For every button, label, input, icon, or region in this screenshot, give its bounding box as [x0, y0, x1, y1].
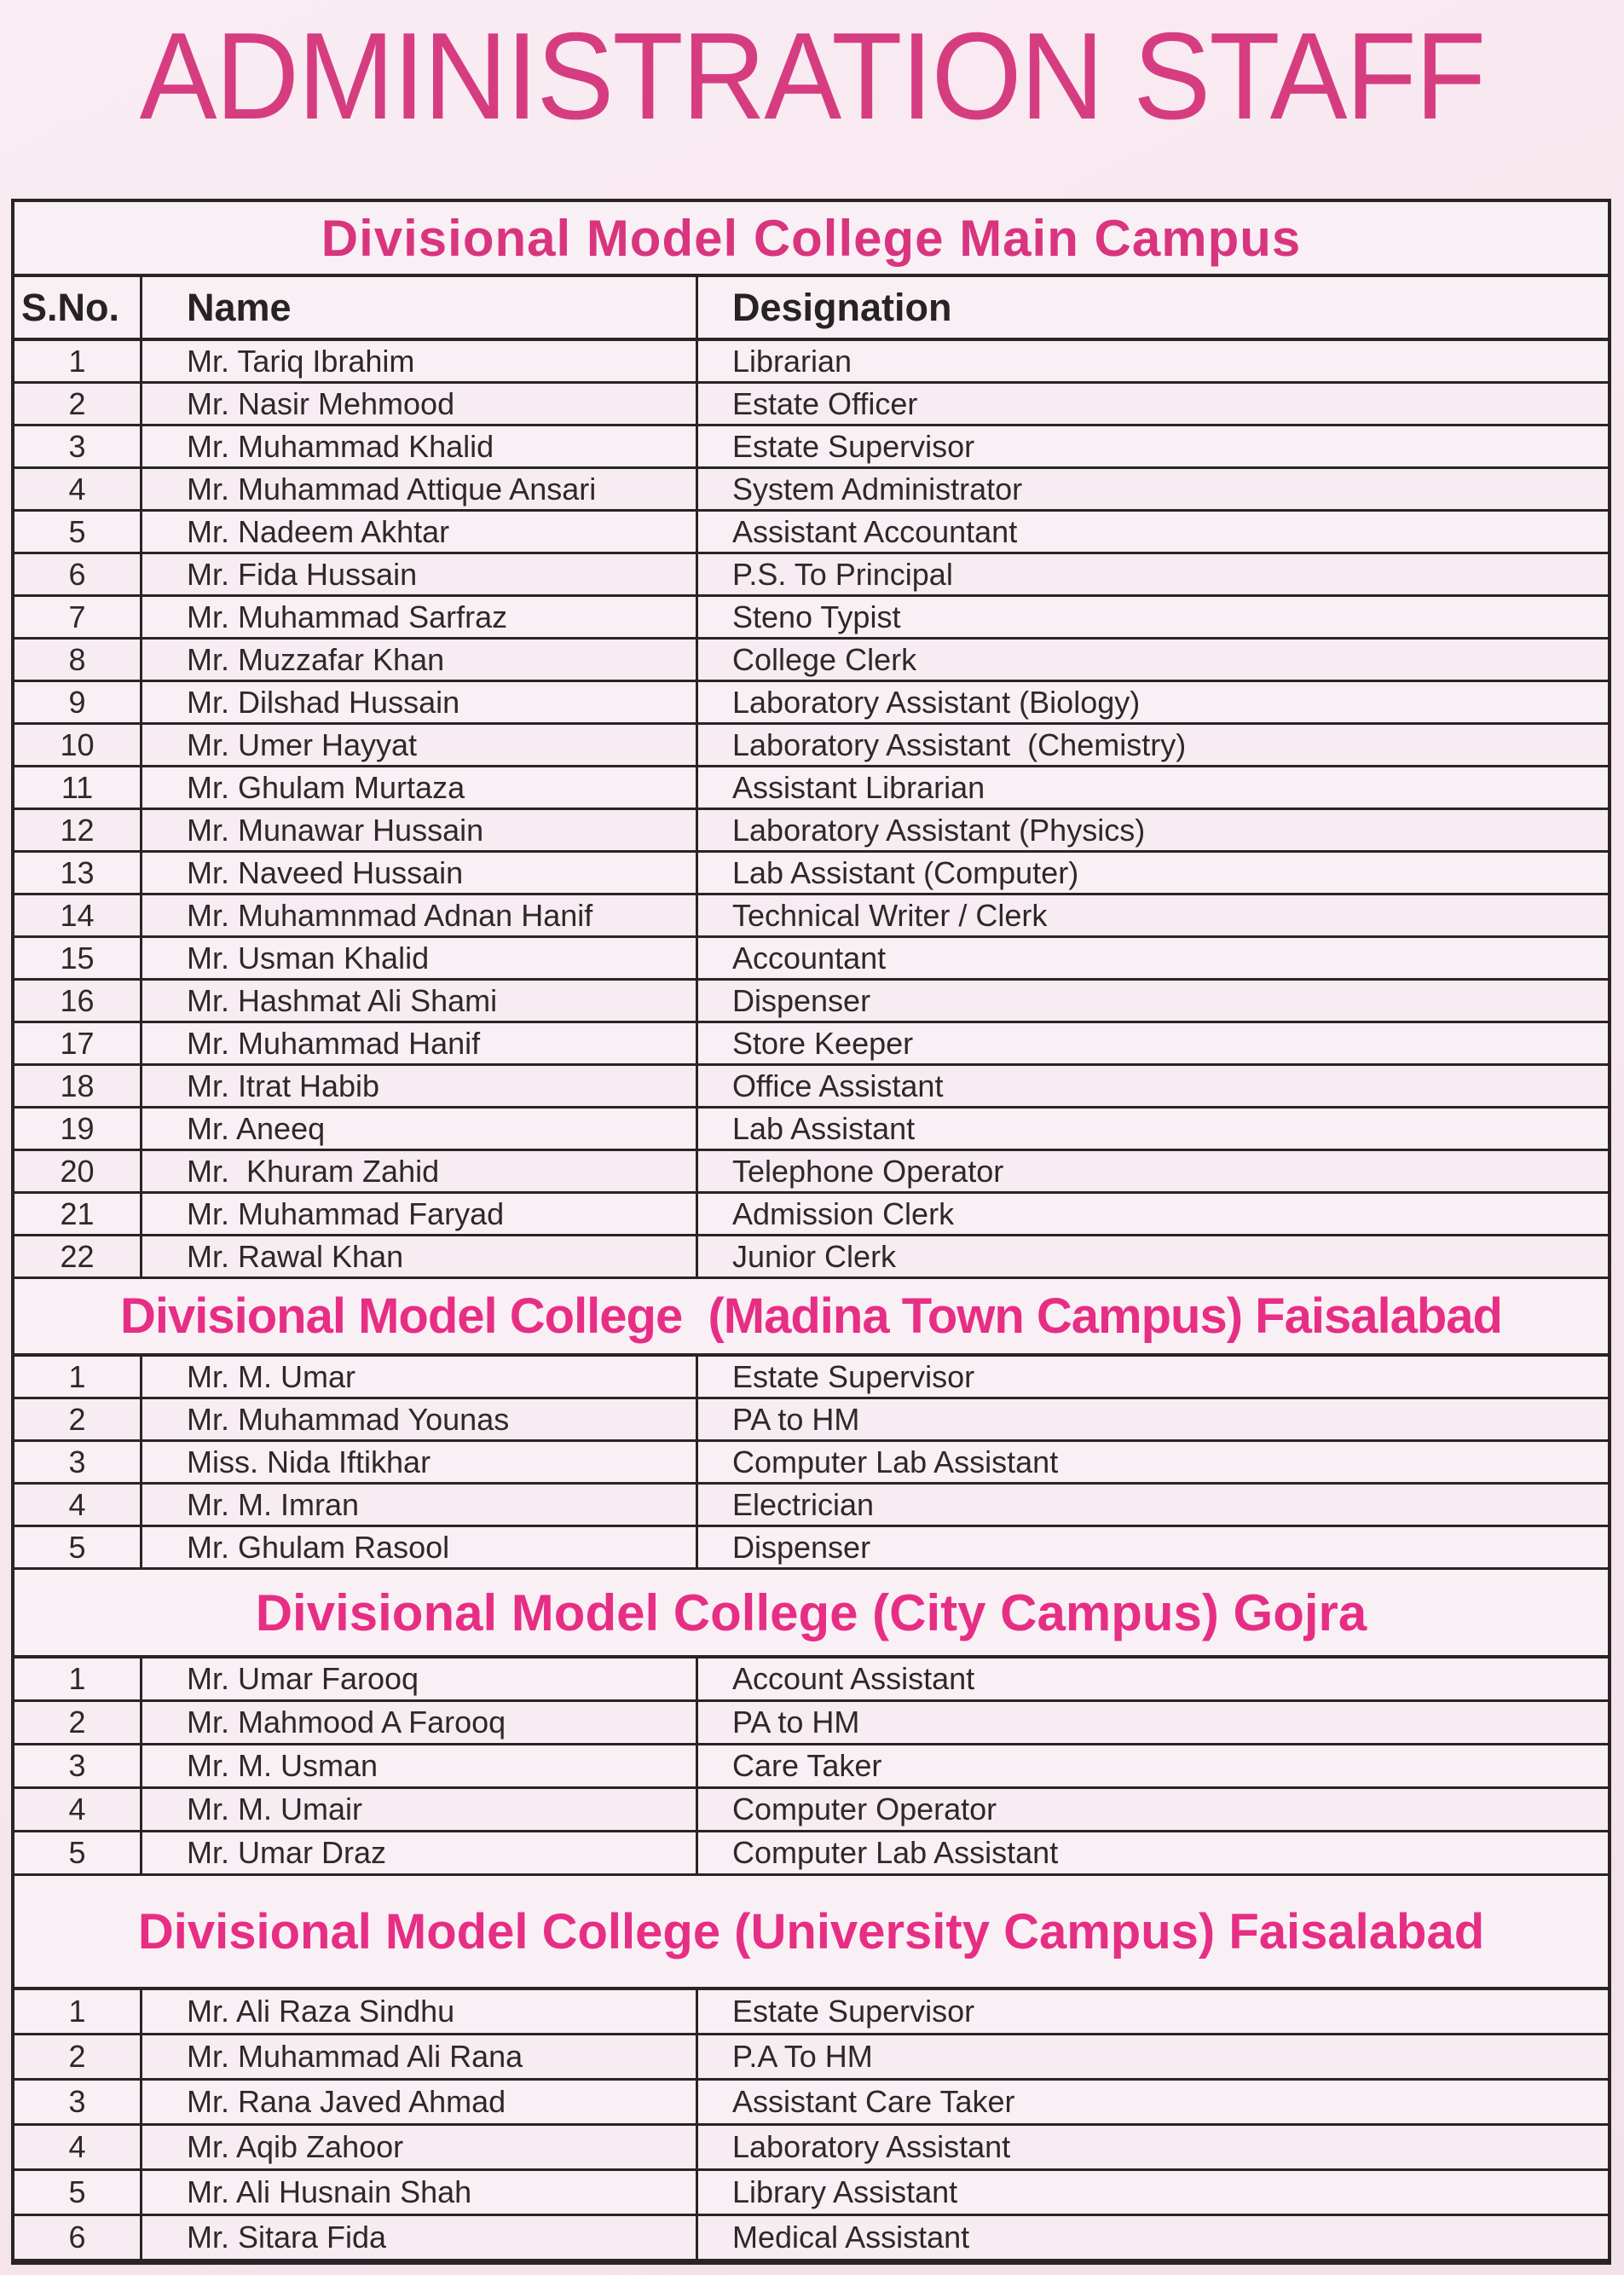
designation-cell: Lab Assistant (Computer)	[732, 854, 1079, 890]
table-row	[14, 640, 1608, 682]
name-cell: Mr. Ali Raza Sindhu	[142, 1990, 698, 2033]
column-header-sno: S.No.	[14, 277, 142, 338]
sno-cell: 3	[14, 2081, 142, 2123]
table-row	[14, 1357, 1608, 1399]
sno-cell: 7	[14, 597, 142, 637]
sno-cell: 5	[14, 1832, 142, 1873]
designation-cell: Account Assistant	[732, 1661, 975, 1696]
name-cell: Mr. M. Umair	[142, 1789, 698, 1830]
name-cell: Mr. Ghulam Rasool	[142, 1527, 698, 1567]
designation-cell: Estate Officer	[732, 385, 918, 421]
name-cell: Mr. Nadeem Akhtar	[142, 512, 698, 552]
sno-cell: 1	[14, 1658, 142, 1699]
table-row	[14, 1399, 1608, 1442]
designation-cell: Computer Operator	[732, 1792, 997, 1826]
sno-cell: 19	[14, 1109, 142, 1149]
designation-cell: Computer Lab Assistant	[732, 1835, 1059, 1870]
staff-table	[11, 199, 1611, 2265]
name-cell: Mr. M. Usman	[142, 1745, 698, 1786]
designation-cell: System Administrator	[732, 471, 1023, 507]
designation-cell: Computer Lab Assistant	[732, 1444, 1059, 1479]
table-row	[14, 1442, 1608, 1485]
table-row	[14, 1702, 1608, 1745]
table-row	[14, 384, 1608, 426]
designation-cell: Care Taker	[732, 1748, 882, 1783]
designation-cell: Laboratory Assistant (Physics)	[732, 812, 1146, 848]
designation-cell: P.A To HM	[732, 2039, 873, 2074]
sno-cell: 15	[14, 938, 142, 978]
designation-cell: Technical Writer / Clerk	[732, 897, 1048, 933]
sno-cell: 17	[14, 1023, 142, 1063]
designation-cell: Estate Supervisor	[732, 1994, 975, 2029]
name-cell: Mr. Itrat Habib	[142, 1066, 698, 1106]
table-row	[14, 341, 1608, 384]
name-cell: Mr. Fida Hussain	[142, 554, 698, 594]
designation-cell: Junior Clerk	[732, 1238, 897, 1274]
designation-cell: Admission Clerk	[732, 1195, 955, 1231]
name-cell: Mr. Muhammad Hanif	[142, 1023, 698, 1063]
designation-cell: Laboratory Assistant	[732, 2129, 1011, 2164]
designation-cell: Steno Typist	[732, 599, 901, 634]
designation-cell: Accountant	[732, 940, 887, 975]
sno-cell: 4	[14, 1789, 142, 1830]
name-cell: Mr. Ghulam Murtaza	[142, 767, 698, 808]
designation-cell: Telephone Operator	[732, 1153, 1004, 1189]
sno-cell: 4	[14, 469, 142, 509]
column-header-row	[14, 277, 1608, 341]
section-rows	[14, 341, 1608, 1279]
section-heading: Divisional Model College Main Campus	[14, 202, 1608, 277]
table-row	[14, 426, 1608, 469]
designation-cell: Assistant Librarian	[732, 769, 985, 805]
designation-cell: Medical Assistant	[732, 2220, 970, 2255]
table-row	[14, 2126, 1608, 2171]
table-row	[14, 2081, 1608, 2126]
name-cell: Mr. Naveed Hussain	[142, 853, 698, 893]
designation-cell: P.S. To Principal	[732, 556, 953, 592]
name-cell: Mr. Rana Javed Ahmad	[142, 2081, 698, 2123]
table-row	[14, 725, 1608, 767]
sno-cell: 11	[14, 767, 142, 808]
designation-cell: PA to HM	[732, 1705, 860, 1740]
name-cell: Mr. Mahmood A Farooq	[142, 1702, 698, 1743]
table-row	[14, 853, 1608, 895]
sno-cell: 22	[14, 1236, 142, 1276]
designation-cell: Estate Supervisor	[732, 428, 975, 464]
sno-cell: 5	[14, 1527, 142, 1567]
table-row	[14, 1658, 1608, 1702]
name-cell: Mr. Muzzafar Khan	[142, 640, 698, 680]
sno-cell: 1	[14, 1990, 142, 2033]
sno-cell: 1	[14, 1357, 142, 1397]
designation-cell: Laboratory Assistant (Biology)	[732, 684, 1141, 720]
designation-cell: Librarian	[732, 343, 852, 379]
table-row	[14, 1194, 1608, 1236]
table-row	[14, 895, 1608, 938]
designation-cell: College Clerk	[732, 641, 917, 677]
name-cell: Mr. Rawal Khan	[142, 1236, 698, 1276]
table-row	[14, 2216, 1608, 2261]
table-row	[14, 1151, 1608, 1194]
name-cell: Mr. Munawar Hussain	[142, 810, 698, 850]
table-row	[14, 1832, 1608, 1876]
name-cell: Mr. Muhammad Attique Ansari	[142, 469, 698, 509]
table-row	[14, 2171, 1608, 2216]
table-row	[14, 469, 1608, 512]
name-cell: Mr. Dilshad Hussain	[142, 682, 698, 722]
sno-cell: 2	[14, 384, 142, 424]
designation-cell: PA to HM	[732, 1401, 860, 1437]
sno-cell: 3	[14, 1745, 142, 1786]
sno-cell: 3	[14, 1442, 142, 1482]
column-header-name: Name	[142, 277, 698, 338]
name-cell: Mr. Tariq Ibrahim	[142, 341, 698, 381]
section-heading: Divisional Model College (Madina Town Campus) Faisalabad	[14, 1279, 1608, 1357]
section-rows	[14, 1990, 1608, 2261]
section-heading: Divisional Model College (City Campus) Gojra	[14, 1570, 1608, 1658]
sno-cell: 5	[14, 2171, 142, 2214]
column-header-designation: Designation	[732, 285, 952, 329]
name-cell: Mr. Sitara Fida	[142, 2216, 698, 2259]
section-rows	[14, 1357, 1608, 1570]
sno-cell: 13	[14, 853, 142, 893]
table-row	[14, 597, 1608, 640]
sno-cell: 2	[14, 2035, 142, 2078]
name-cell: Mr. M. Imran	[142, 1485, 698, 1525]
sno-cell: 5	[14, 512, 142, 552]
name-cell: Mr. Usman Khalid	[142, 938, 698, 978]
sno-cell: 3	[14, 426, 142, 466]
name-cell: Mr. Muhammad Faryad	[142, 1194, 698, 1234]
sno-cell: 6	[14, 2216, 142, 2259]
sno-cell: 10	[14, 725, 142, 765]
sno-cell: 6	[14, 554, 142, 594]
designation-cell: Assistant Accountant	[732, 513, 1018, 549]
table-row	[14, 1485, 1608, 1527]
table-row	[14, 810, 1608, 853]
table-row	[14, 1023, 1608, 1066]
table-row	[14, 938, 1608, 981]
table-row	[14, 554, 1608, 597]
table-row	[14, 1789, 1608, 1832]
designation-cell: Assistant Care Taker	[732, 2084, 1015, 2119]
sno-cell: 18	[14, 1066, 142, 1106]
table-row	[14, 1236, 1608, 1279]
sno-cell: 2	[14, 1702, 142, 1743]
page-title: ADMINISTRATION STAFF	[139, 7, 1485, 145]
sno-cell: 2	[14, 1399, 142, 1439]
sno-cell: 21	[14, 1194, 142, 1234]
name-cell: Mr. Muhamnmad Adnan Hanif	[142, 895, 698, 935]
name-cell: Mr. Muhammad Sarfraz	[142, 597, 698, 637]
sno-cell: 20	[14, 1151, 142, 1191]
sno-cell: 12	[14, 810, 142, 850]
table-row	[14, 1745, 1608, 1789]
name-cell: Mr. Umer Hayyat	[142, 725, 698, 765]
name-cell: Mr. Umar Farooq	[142, 1658, 698, 1699]
designation-cell: Dispenser	[732, 1529, 871, 1565]
table-row	[14, 1109, 1608, 1151]
designation-cell: Dispenser	[732, 982, 871, 1018]
sno-cell: 4	[14, 2126, 142, 2168]
table-row	[14, 1066, 1608, 1109]
name-cell: Miss. Nida Iftikhar	[142, 1442, 698, 1482]
section-rows	[14, 1658, 1608, 1876]
designation-cell: Laboratory Assistant (Chemistry)	[732, 726, 1187, 762]
designation-cell: Library Assistant	[732, 2174, 958, 2209]
table-row	[14, 767, 1608, 810]
name-cell: Mr. Aneeq	[142, 1109, 698, 1149]
table-row	[14, 682, 1608, 725]
table-row	[14, 512, 1608, 554]
sno-cell: 16	[14, 981, 142, 1021]
designation-cell: Electrician	[732, 1486, 875, 1522]
name-cell: Mr. Nasir Mehmood	[142, 384, 698, 424]
designation-cell: Estate Supervisor	[732, 1358, 975, 1394]
name-cell: Mr. Muhammad Younas	[142, 1399, 698, 1439]
name-cell: Mr. Hashmat Ali Shami	[142, 981, 698, 1021]
sno-cell: 9	[14, 682, 142, 722]
sno-cell: 8	[14, 640, 142, 680]
designation-cell: Lab Assistant	[732, 1110, 916, 1146]
name-cell: Mr. Ali Husnain Shah	[142, 2171, 698, 2214]
sno-cell: 1	[14, 341, 142, 381]
sno-cell: 4	[14, 1485, 142, 1525]
table-row	[14, 981, 1608, 1023]
name-cell: Mr. Khuram Zahid	[142, 1151, 698, 1191]
name-cell: Mr. Aqib Zahoor	[142, 2126, 698, 2168]
designation-cell: Office Assistant	[732, 1068, 944, 1103]
table-row	[14, 1527, 1608, 1570]
table-row	[14, 1990, 1608, 2035]
table-row	[14, 2035, 1608, 2081]
name-cell: Mr. M. Umar	[142, 1357, 698, 1397]
section-heading: Divisional Model College (University Campus) Faisalabad	[14, 1876, 1608, 1990]
name-cell: Mr. Umar Draz	[142, 1832, 698, 1873]
designation-cell: Store Keeper	[732, 1025, 914, 1061]
sno-cell: 14	[14, 895, 142, 935]
name-cell: Mr. Muhammad Khalid	[142, 426, 698, 466]
name-cell: Mr. Muhammad Ali Rana	[142, 2035, 698, 2078]
